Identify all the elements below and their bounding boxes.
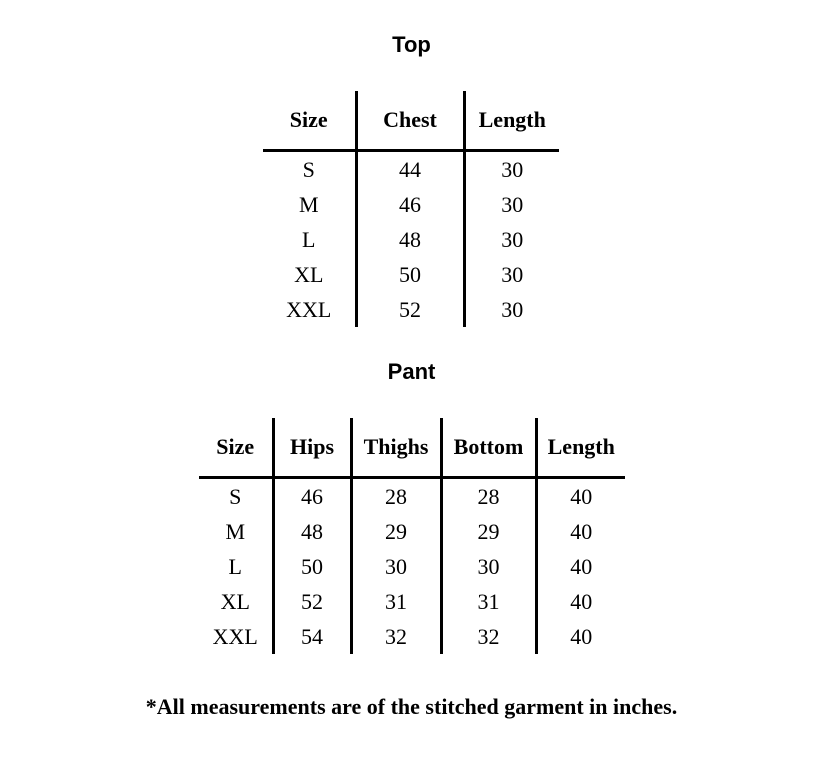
size-cell: XXL xyxy=(263,292,356,327)
table-row xyxy=(199,584,625,619)
size-cell: XL xyxy=(199,584,273,619)
table-cell: 40 xyxy=(570,553,593,579)
table-row xyxy=(263,257,559,292)
table-cell: 30 xyxy=(501,261,524,287)
table-cell: 31 xyxy=(441,584,536,619)
pant-table-title: Pant xyxy=(387,359,436,384)
table-cell: 50 xyxy=(356,257,464,292)
column-header: Length xyxy=(478,107,546,132)
column-header: Hips xyxy=(273,418,351,478)
table-row xyxy=(263,187,559,222)
table-cell: 48 xyxy=(356,222,464,257)
table-cell: 44 xyxy=(356,151,464,188)
table-cell: 29 xyxy=(351,514,441,549)
table-cell: 54 xyxy=(273,619,351,654)
table-cell: 52 xyxy=(356,292,464,327)
size-cell: XXL xyxy=(199,619,273,654)
table-row xyxy=(199,549,625,584)
table-cell: 30 xyxy=(501,296,524,322)
table-cell: 29 xyxy=(441,514,536,549)
column-header: Size xyxy=(263,91,356,151)
table-cell: 30 xyxy=(501,226,524,252)
size-cell: S xyxy=(263,151,356,188)
measurement-footnote: *All measurements are of the stitched garment in inches. xyxy=(145,694,678,719)
table-cell: 52 xyxy=(273,584,351,619)
table-cell: 32 xyxy=(441,619,536,654)
table-cell: 31 xyxy=(351,584,441,619)
table-cell: 50 xyxy=(273,549,351,584)
table-row xyxy=(199,619,625,654)
table-cell: 30 xyxy=(441,549,536,584)
size-cell: M xyxy=(199,514,273,549)
table-cell: 40 xyxy=(570,483,593,509)
table-cell: 40 xyxy=(570,623,593,649)
table-cell: 46 xyxy=(356,187,464,222)
table-row xyxy=(263,151,559,188)
table-row xyxy=(263,222,559,257)
table-row xyxy=(263,292,559,327)
column-header: Bottom xyxy=(441,418,536,478)
size-cell: L xyxy=(199,549,273,584)
pant-size-table xyxy=(199,418,625,654)
table-cell: 46 xyxy=(273,478,351,515)
top-table-title: Top xyxy=(392,32,431,57)
table-cell: 30 xyxy=(501,156,524,182)
table-cell: 28 xyxy=(441,478,536,515)
table-cell: 28 xyxy=(351,478,441,515)
size-cell: S xyxy=(199,478,273,515)
table-row xyxy=(199,514,625,549)
table-cell: 32 xyxy=(351,619,441,654)
size-cell: XL xyxy=(263,257,356,292)
column-header: Length xyxy=(547,434,615,459)
table-header-row xyxy=(199,418,625,478)
table-cell: 40 xyxy=(570,588,593,614)
column-header: Size xyxy=(199,418,273,478)
table-row xyxy=(199,478,625,515)
table-cell: 30 xyxy=(351,549,441,584)
table-cell: 30 xyxy=(501,191,524,217)
table-cell: 48 xyxy=(273,514,351,549)
top-size-table xyxy=(263,91,559,327)
table-cell: 40 xyxy=(570,518,593,544)
table-header-row xyxy=(263,91,559,151)
column-header: Thighs xyxy=(351,418,441,478)
size-cell: L xyxy=(263,222,356,257)
size-cell: M xyxy=(263,187,356,222)
column-header: Chest xyxy=(356,91,464,151)
